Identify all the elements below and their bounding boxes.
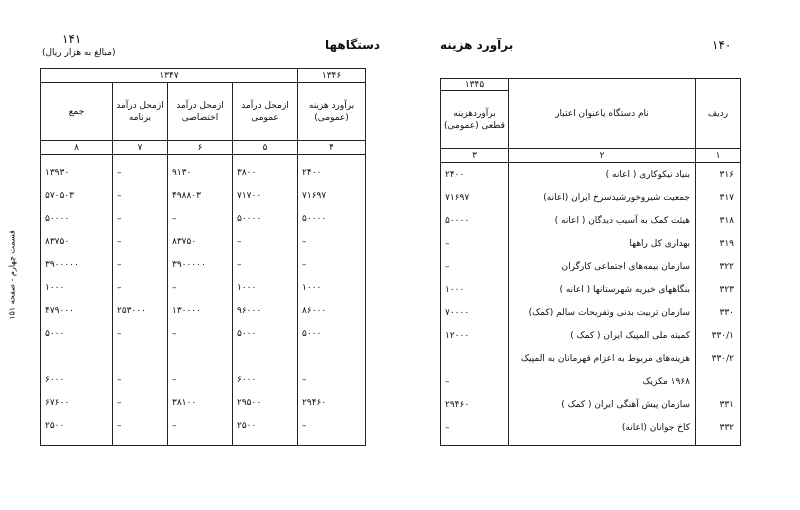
col-header-general-revenue: ازمحل درآمد عمومی [233, 83, 298, 141]
table-cell: ۱۰۰۰ [41, 276, 113, 299]
table-row [41, 276, 366, 299]
table-row [441, 347, 741, 370]
table-cell: – [113, 230, 168, 253]
table-cell: ۳۱۸ [696, 209, 741, 232]
table-cell: ۶۰۰۰ [233, 368, 298, 391]
table-cell: ۲۴۰۰ [298, 155, 366, 185]
table-cell: ۲۵۰۰ [233, 414, 298, 437]
table-cell: ۳۸۱۰۰ [168, 391, 233, 414]
table-cell: ۵۷۰۵۰۳ [41, 184, 113, 207]
table-cell: ۵۰۰۰ [41, 322, 113, 345]
table-cell: ۵۰۰۰ [233, 322, 298, 345]
table-cell: سازمان تربیت بدنی وتفریحات سالم (کمک) [509, 301, 696, 324]
table-cell: ۹۱۳۰ [168, 155, 233, 185]
table-cell: ۳۱۷ [696, 186, 741, 209]
table-cell: ۷۱۶۹۷ [298, 184, 366, 207]
table-row-spacer [41, 437, 366, 446]
table-cell [41, 345, 113, 368]
table-cell: ۸۳۷۵۰ [168, 230, 233, 253]
table-cell [168, 437, 233, 446]
table-row [41, 184, 366, 207]
table-cell: – [168, 414, 233, 437]
table-cell: – [113, 276, 168, 299]
amounts-note: (مبالغ به هزار ریال) [42, 48, 116, 58]
table-cell: هزینه‌های مربوط به اعزام قهرمانان به المپیک [509, 347, 696, 370]
year-1347-header: ۱۳۴۷ [41, 69, 298, 83]
table-cell [441, 439, 509, 446]
col-number: ۱ [696, 149, 741, 163]
col-number: ۷ [113, 141, 168, 155]
table-cell: ۶۷۶۰۰ [41, 391, 113, 414]
table-cell: ۳۳۰/۲ [696, 347, 741, 370]
table-cell: ۳۱۹ [696, 232, 741, 255]
table-cell: ۴۷۹۰۰۰ [41, 299, 113, 322]
table-cell: بنگاههای خیریه شهرستانها ( اعانه ) [509, 278, 696, 301]
table-cell: ۷۱۷۰۰ [233, 184, 298, 207]
table-cell: ۴۹۸۸۰۳ [168, 184, 233, 207]
table-cell: – [441, 255, 509, 278]
col-number: ۸ [41, 141, 113, 155]
table-cell: ۳۳۰ [696, 301, 741, 324]
table-cell: ۳۳۲ [696, 416, 741, 439]
table-cell: ۲۴۰۰ [441, 163, 509, 187]
table-cell [113, 437, 168, 446]
table-cell: – [113, 368, 168, 391]
table-row [441, 324, 741, 347]
table-row [41, 155, 366, 185]
table-row [441, 278, 741, 301]
left-budget-table [40, 68, 366, 446]
table-cell: – [168, 276, 233, 299]
col-number: ۵ [233, 141, 298, 155]
table-row [441, 209, 741, 232]
year-1346-header: ۱۳۴۶ [298, 69, 366, 83]
table-row [41, 391, 366, 414]
table-cell: – [113, 184, 168, 207]
table-cell: ۳۲۲ [696, 255, 741, 278]
table-cell: کاخ جوانان (اعانه) [509, 416, 696, 439]
table-cell: – [441, 416, 509, 439]
table-cell [696, 439, 741, 446]
table-row [41, 207, 366, 230]
right-page-number: ۱۴۰ [712, 38, 732, 52]
year-1345-header: ۱۳۴۵ [441, 79, 509, 91]
table-cell: ۳۲۳ [696, 278, 741, 301]
col-number: ۳ [441, 149, 509, 163]
table-cell: ۳۳۰/۱ [696, 324, 741, 347]
table-cell: – [168, 368, 233, 391]
table-cell [233, 345, 298, 368]
table-cell [509, 439, 696, 446]
table-cell: ۳۹۰۰۰۰۰ [168, 253, 233, 276]
table-cell: ۳۸۰۰ [233, 155, 298, 185]
table-cell: کمیته ملی المپیک ایران ( کمک ) [509, 324, 696, 347]
table-cell: – [298, 230, 366, 253]
col-header-special-revenue: ازمحل درآمد اختصاصی [168, 83, 233, 141]
table-cell: بنیاد نیکوکاری ( اعانه ) [509, 163, 696, 187]
table-cell: ۵۰۰۰۰ [233, 207, 298, 230]
table-cell [41, 437, 113, 446]
table-cell: – [113, 207, 168, 230]
table-cell: سازمان پیش آهنگی ایران ( کمک ) [509, 393, 696, 416]
table-cell: ۳۳۱ [696, 393, 741, 416]
table-row [441, 416, 741, 439]
table-cell: – [168, 322, 233, 345]
table-cell: – [113, 391, 168, 414]
table-cell: – [441, 232, 509, 255]
table-row [441, 370, 741, 393]
table-cell: ۲۵۰۰ [41, 414, 113, 437]
table-row [441, 186, 741, 209]
left-page-title: دستگاهها [325, 38, 381, 52]
table-row [41, 368, 366, 391]
table-row [41, 322, 366, 345]
table-cell: ۶۰۰۰ [41, 368, 113, 391]
right-budget-table [440, 78, 741, 446]
table-cell: ۸۶۰۰۰ [298, 299, 366, 322]
table-row [41, 299, 366, 322]
table-cell: – [113, 414, 168, 437]
table-cell: ۵۰۰۰ [298, 322, 366, 345]
col-header-final-estimate: برآوردهزینه قطعی (عمومی) [441, 91, 509, 149]
side-margin-text: قسمت چهارم - صفحه ۱۵۱ [7, 230, 17, 320]
table-cell: ۹۶۰۰۰ [233, 299, 298, 322]
table-row [441, 232, 741, 255]
table-cell: ۱۳۹۳۰ [41, 155, 113, 185]
table-cell [233, 437, 298, 446]
table-cell: ۵۰۰۰۰ [441, 209, 509, 232]
table-cell [441, 347, 509, 370]
table-cell: ۲۵۳۰۰۰ [113, 299, 168, 322]
table-cell: – [113, 322, 168, 345]
col-number: ۲ [509, 149, 696, 163]
table-cell: ۷۱۶۹۷ [441, 186, 509, 209]
table-cell: ۲۹۴۶۰ [441, 393, 509, 416]
table-cell: جمعیت شیروخورشیدسرخ ایران (اعانه) [509, 186, 696, 209]
table-cell: بهداری کل راهها [509, 232, 696, 255]
table-row [441, 393, 741, 416]
table-cell: – [113, 253, 168, 276]
table-row [441, 163, 741, 187]
table-cell: – [298, 253, 366, 276]
table-cell: ۳۹۰۰۰۰۰ [41, 253, 113, 276]
table-cell: ۲۹۴۶۰ [298, 391, 366, 414]
table-cell: ۱۹۶۸ مکزیک [509, 370, 696, 393]
table-cell [298, 437, 366, 446]
table-cell: ۳۱۶ [696, 163, 741, 187]
table-cell: ۵۰۰۰۰ [298, 207, 366, 230]
col-header-total: جمع [41, 83, 113, 141]
table-cell: – [233, 253, 298, 276]
right-page-title: برآورد هزینه [440, 38, 514, 52]
table-row [41, 414, 366, 437]
table-cell: سازمان بیمه‌های اجتماعی کارگران [509, 255, 696, 278]
table-cell: ۲۹۵۰۰ [233, 391, 298, 414]
table-row [41, 230, 366, 253]
col-header-name: نام دستگاه یاعنوان اعتبار [509, 79, 696, 149]
table-cell: ۸۳۷۵۰ [41, 230, 113, 253]
table-cell: – [298, 414, 366, 437]
table-cell: ۱۰۰۰ [298, 276, 366, 299]
table-cell [168, 345, 233, 368]
table-cell: ۵۰۰۰۰ [41, 207, 113, 230]
table-cell: – [298, 368, 366, 391]
table-cell: – [233, 230, 298, 253]
col-number: ۶ [168, 141, 233, 155]
col-header-program-revenue: ازمحل درآمد برنامه [113, 83, 168, 141]
table-cell: – [441, 370, 509, 393]
table-cell: – [168, 207, 233, 230]
table-row [441, 301, 741, 324]
table-cell: ۱۰۰۰ [441, 278, 509, 301]
table-cell: ۱۳۰۰۰۰ [168, 299, 233, 322]
table-cell: ۱۰۰۰ [233, 276, 298, 299]
col-header-row: ردیف [696, 79, 741, 149]
table-row [41, 253, 366, 276]
col-number: ۴ [298, 141, 366, 155]
table-cell [113, 345, 168, 368]
table-cell [696, 370, 741, 393]
table-row [41, 345, 366, 368]
table-cell: ۷۰۰۰۰ [441, 301, 509, 324]
table-cell [298, 345, 366, 368]
table-cell: – [113, 155, 168, 185]
left-page-number: ۱۴۱ [62, 32, 82, 46]
col-header-estimate-1346: برآورد هزینه (عمومی) [298, 83, 366, 141]
table-row-spacer [441, 439, 741, 446]
table-cell: ۱۲۰۰۰ [441, 324, 509, 347]
table-row [441, 255, 741, 278]
table-cell: هیئت کمک به آسیب دیدگان ( اعانه ) [509, 209, 696, 232]
